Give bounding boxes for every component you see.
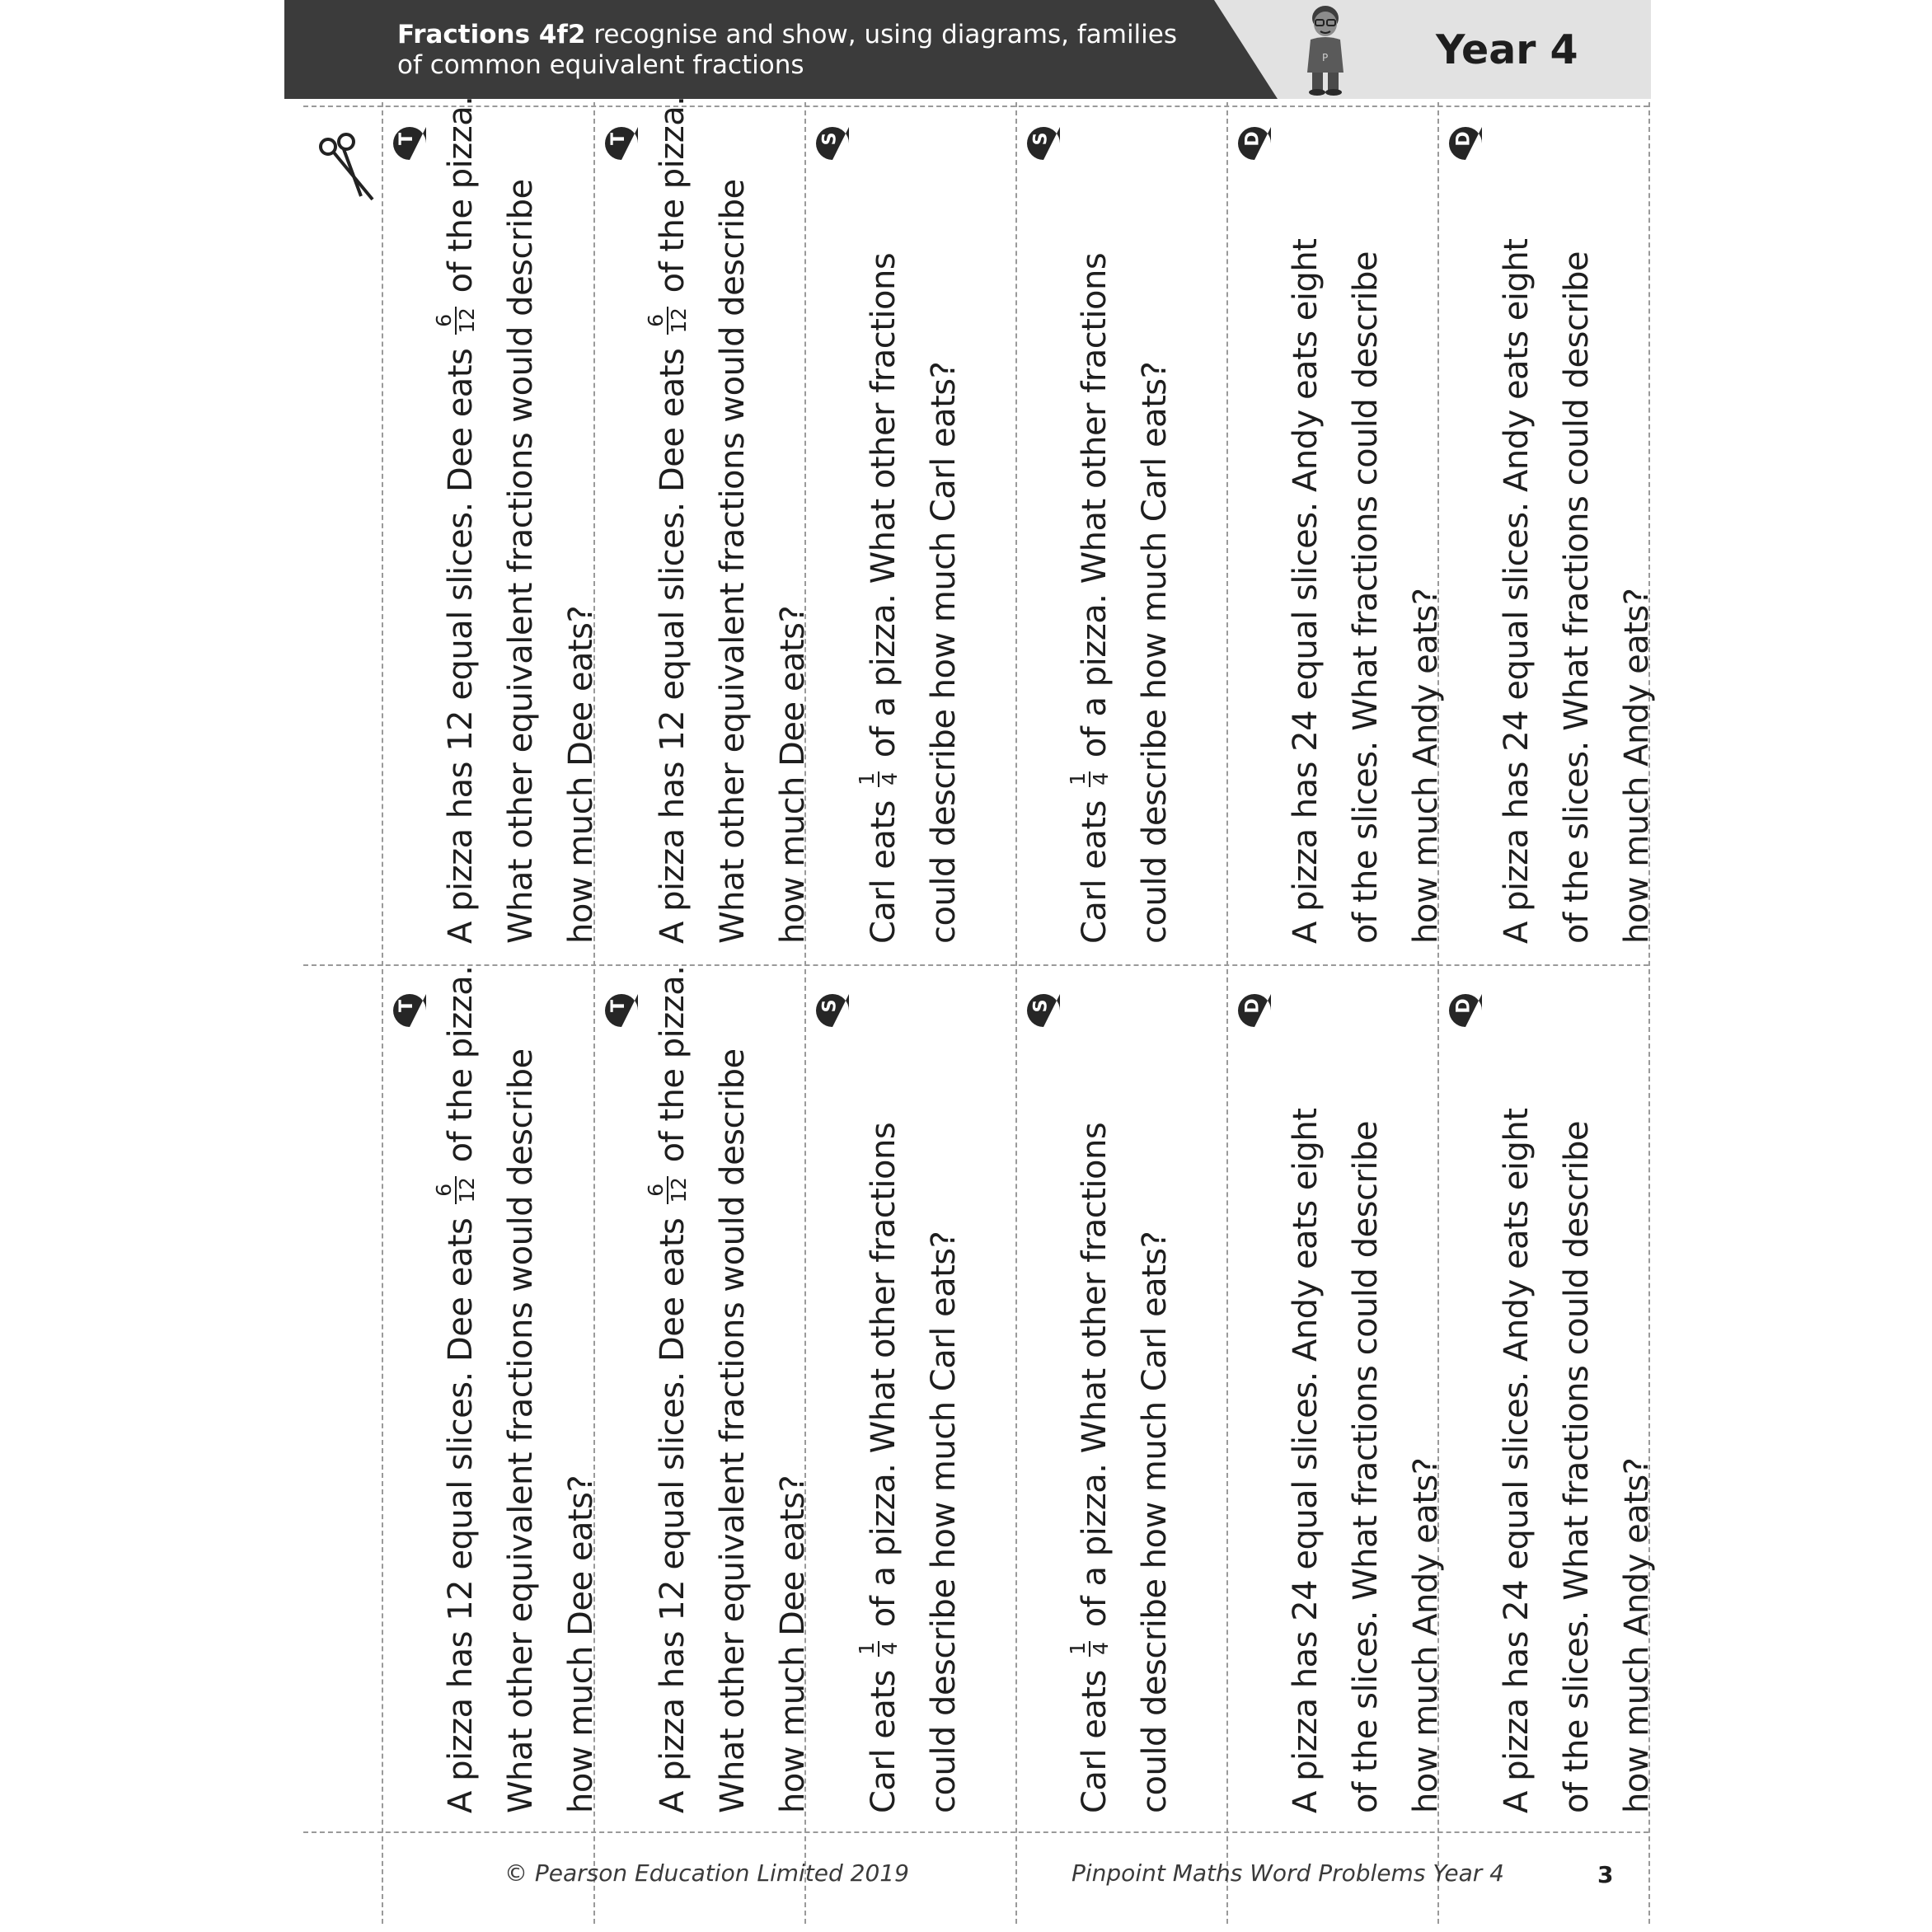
problem-text-segment: Carl eats — [865, 790, 903, 944]
problem-line — [763, 96, 823, 944]
fraction-numerator: 6 — [434, 307, 457, 335]
cut-line-vertical — [1226, 102, 1228, 1924]
fraction-denominator: 4 — [878, 772, 902, 785]
fraction — [434, 307, 478, 335]
difficulty-badge-label: S — [819, 999, 841, 1013]
problem-line — [1336, 1109, 1396, 1813]
year-label: Year 4 — [1436, 26, 1578, 73]
problem-line — [1396, 1109, 1456, 1813]
difficulty-badge-icon — [1024, 991, 1063, 1030]
problem-text — [431, 96, 612, 944]
problem-text-segment: how much Dee eats? — [774, 605, 812, 944]
fraction — [856, 771, 901, 787]
problem-line — [1487, 239, 1547, 944]
problem-line — [431, 96, 491, 944]
problem-text-segment: What other equivalent fractions would describe — [502, 179, 540, 944]
problem-text-segment: how much Dee eats? — [562, 1475, 600, 1813]
problem-line — [1125, 1123, 1185, 1813]
problem-line — [643, 966, 703, 1813]
problem-line — [1125, 253, 1185, 944]
difficulty-badge-icon — [813, 991, 852, 1030]
difficulty-badge-label: T — [608, 132, 630, 146]
fraction-numerator: 6 — [645, 1176, 668, 1205]
problem-text — [854, 1123, 974, 1813]
fraction-numerator: 1 — [1066, 772, 1090, 785]
problem-text-segment: of a pizza. What other fractions — [865, 252, 903, 768]
scissors-icon — [313, 132, 387, 206]
problem-text-segment: of the slices. What fractions could describe — [1347, 251, 1385, 944]
mascot-character-icon — [1292, 2, 1358, 96]
problem-line — [1336, 239, 1396, 944]
problem-text-segment: could describe how much Carl eats? — [1136, 361, 1174, 944]
header-objective — [397, 20, 1189, 81]
strand-label: Fractions 4f2 — [397, 20, 586, 49]
fraction-numerator: 6 — [434, 1176, 457, 1205]
difficulty-badge-icon — [1235, 124, 1274, 163]
problem-text-segment: of a pizza. What other fractions — [1076, 1122, 1114, 1638]
fraction-numerator: 1 — [855, 1642, 879, 1655]
problem-text — [854, 253, 974, 944]
problem-line — [491, 96, 551, 944]
difficulty-badge-icon — [813, 124, 852, 163]
problem-text — [431, 966, 612, 1813]
difficulty-badge-label: D — [1453, 998, 1475, 1014]
problem-text-segment: Carl eats — [865, 1659, 903, 1813]
problem-text-segment: how much Andy eats? — [1407, 588, 1445, 944]
problem-line — [1487, 1109, 1547, 1813]
problem-text — [1487, 239, 1667, 944]
problem-text-segment: Carl eats — [1076, 790, 1114, 944]
problem-text-segment: of the pizza. — [442, 965, 480, 1173]
problem-text-segment: of the slices. What fractions could describe — [1558, 251, 1596, 944]
fraction — [645, 1176, 690, 1205]
fraction-denominator: 12 — [667, 307, 691, 334]
difficulty-badge-label: T — [396, 132, 418, 146]
problem-text-segment: how much Andy eats? — [1618, 588, 1656, 944]
problem-line — [763, 966, 823, 1813]
problem-text-segment: of a pizza. What other fractions — [1076, 252, 1114, 768]
difficulty-badge-icon — [1446, 124, 1485, 163]
fraction — [645, 307, 690, 335]
problem-line — [914, 1123, 974, 1813]
problem-text-segment: could describe how much Carl eats? — [925, 361, 963, 944]
fraction-numerator: 1 — [855, 772, 879, 785]
problem-text-segment: A pizza has 24 equal slices. Andy eats eight — [1287, 238, 1325, 944]
difficulty-badge-label: T — [396, 999, 418, 1013]
problem-text — [1065, 253, 1185, 944]
problem-text — [1487, 1109, 1667, 1813]
fraction-denominator: 12 — [455, 307, 479, 334]
problem-line — [854, 1123, 914, 1813]
problem-text-segment: What other equivalent fractions would describe — [502, 1048, 540, 1813]
problem-text — [1276, 239, 1456, 944]
problem-text — [1065, 1123, 1185, 1813]
problem-text-segment: A pizza has 24 equal slices. Andy eats eight — [1287, 1108, 1325, 1813]
problem-text-segment: A pizza has 12 equal slices. Dee eats — [442, 338, 480, 944]
problem-text-segment: how much Dee eats? — [774, 1475, 812, 1813]
problem-line — [914, 253, 974, 944]
fraction-numerator: 6 — [645, 307, 668, 335]
fraction-denominator: 4 — [1089, 1642, 1113, 1655]
problem-text-segment: What other equivalent fractions would describe — [714, 179, 752, 944]
problem-text-segment: of the pizza. — [654, 96, 692, 303]
problem-text-segment: A pizza has 12 equal slices. Dee eats — [442, 1208, 480, 1813]
problem-line — [854, 253, 914, 944]
problem-line — [551, 966, 612, 1813]
problem-text-segment: how much Dee eats? — [562, 605, 600, 944]
problem-text-segment: how much Andy eats? — [1407, 1457, 1445, 1813]
problem-line — [1547, 1109, 1607, 1813]
problem-text-segment: Carl eats — [1076, 1659, 1114, 1813]
fraction-denominator: 4 — [878, 1642, 902, 1655]
problem-line — [643, 96, 703, 944]
difficulty-badge-label: D — [1242, 131, 1264, 147]
difficulty-badge-label: S — [1030, 132, 1052, 146]
problem-text-segment: of the slices. What fractions could describe — [1347, 1120, 1385, 1813]
problem-text — [643, 96, 823, 944]
svg-text:P: P — [1322, 52, 1329, 63]
problem-text-segment: A pizza has 24 equal slices. Andy eats eight — [1498, 238, 1536, 944]
cut-line-vertical — [382, 102, 383, 1924]
fraction — [1067, 771, 1112, 787]
problem-text-segment: A pizza has 24 equal slices. Andy eats eight — [1498, 1108, 1536, 1813]
problem-text-segment: of the slices. What fractions could describe — [1558, 1120, 1596, 1813]
fraction — [434, 1176, 478, 1205]
difficulty-badge-label: S — [1030, 999, 1052, 1013]
page-number: 3 — [1597, 1861, 1614, 1888]
difficulty-badge-label: D — [1453, 131, 1475, 147]
problem-text-segment: how much Andy eats? — [1618, 1457, 1656, 1813]
difficulty-badge-label: T — [608, 999, 630, 1013]
fraction-denominator: 12 — [667, 1177, 691, 1203]
problem-line — [703, 966, 763, 1813]
problem-line — [1065, 253, 1125, 944]
problem-text-segment: What other equivalent fractions would describe — [714, 1048, 752, 1813]
problem-line — [1396, 239, 1456, 944]
cut-line-horizontal — [303, 1831, 1648, 1833]
problem-line — [1276, 1109, 1336, 1813]
difficulty-badge-icon — [390, 991, 429, 1030]
problem-text-segment: of a pizza. What other fractions — [865, 1122, 903, 1638]
cut-line-vertical — [1015, 102, 1017, 1924]
problem-text-segment: of the pizza. — [442, 96, 480, 303]
difficulty-badge-icon — [1024, 124, 1063, 163]
difficulty-badge-icon — [1235, 991, 1274, 1030]
problem-line — [1547, 239, 1607, 944]
problem-text-segment: could describe how much Carl eats? — [1136, 1231, 1174, 1813]
fraction — [856, 1641, 901, 1657]
difficulty-badge-label: D — [1242, 998, 1264, 1014]
problem-line — [1607, 1109, 1667, 1813]
problem-line — [1065, 1123, 1125, 1813]
problem-line — [431, 966, 491, 1813]
problem-line — [1607, 239, 1667, 944]
problem-line — [1276, 239, 1336, 944]
difficulty-badge-label: S — [819, 132, 841, 146]
difficulty-badge-icon — [602, 991, 641, 1030]
fraction-denominator: 12 — [455, 1177, 479, 1203]
problem-text — [643, 966, 823, 1813]
fraction-denominator: 4 — [1089, 772, 1113, 785]
objective-text: recognise and show, using diagrams, families of common equivalent fractions — [397, 20, 1178, 80]
difficulty-badge-icon — [390, 124, 429, 163]
problem-text-segment: of the pizza. — [654, 965, 692, 1173]
book-title: Pinpoint Maths Word Problems Year 4 — [1072, 1859, 1504, 1887]
problem-text-segment: A pizza has 12 equal slices. Dee eats — [654, 1208, 692, 1813]
difficulty-badge-icon — [602, 124, 641, 163]
problem-text-segment: could describe how much Carl eats? — [925, 1231, 963, 1813]
fraction — [1067, 1641, 1112, 1657]
problem-text-segment: A pizza has 12 equal slices. Dee eats — [654, 338, 692, 944]
problem-line — [491, 966, 551, 1813]
problem-text — [1276, 1109, 1456, 1813]
difficulty-badge-icon — [1446, 991, 1485, 1030]
problem-line — [551, 96, 612, 944]
fraction-numerator: 1 — [1066, 1642, 1090, 1655]
problem-line — [703, 96, 763, 944]
copyright-text: © Pearson Education Limited 2019 — [504, 1859, 909, 1887]
